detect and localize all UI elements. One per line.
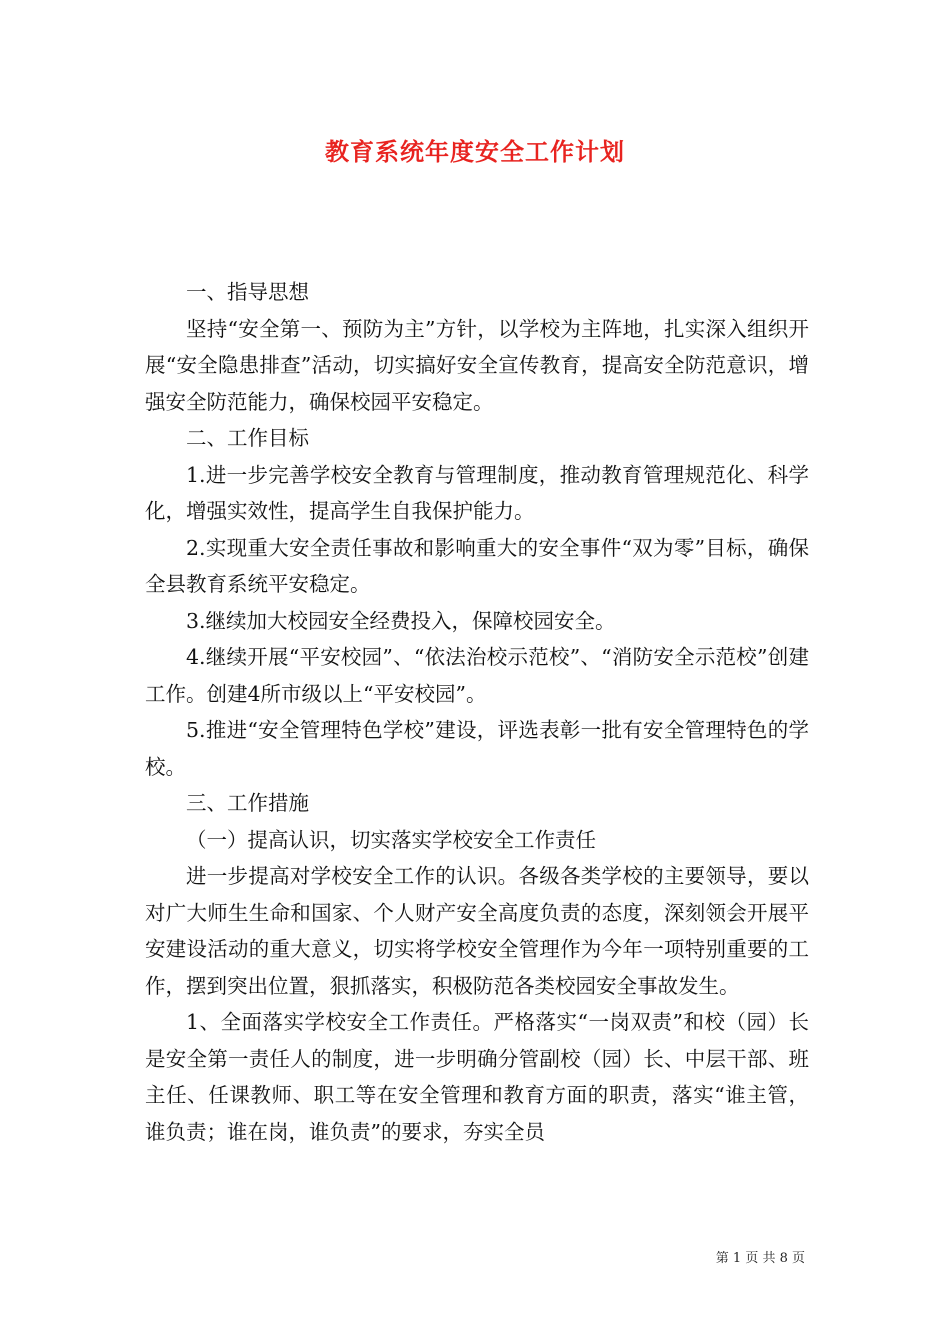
- page-number-footer: 第 1 页 共 8 页: [715, 1251, 805, 1266]
- document-body: [145, 274, 809, 1150]
- paragraph-goal-3: 3.继续加大校园安全经费投入，保障校园安全。: [186, 608, 616, 633]
- paragraph-goal-2: 2.实现重大安全责任事故和影响重大的安全事件“双为零”目标，确保全县教育系统平安稳定。: [145, 535, 809, 596]
- document-title: 教育系统年度安全工作计划: [325, 137, 625, 166]
- paragraph-measure-1-item-1: 1、全面落实学校安全工作责任。严格落实“一岗双责”和校（园）长是安全第一责任人的制度，进一步明确分管副校（园）长、中层干部、班主任、任课教师、职工等在安全管理和教育方面的职责，落实“谁主管，谁负责；谁在岗，谁负责”的要求，夯实全员: [145, 1010, 809, 1144]
- paragraph-goal-1: 1.进一步完善学校安全教育与管理制度，推动教育管理规范化、科学化，增强实效性，提高学生自我保护能力。: [145, 462, 809, 523]
- heading-work-measures: 三、工作措施: [186, 791, 309, 815]
- paragraph-guiding-ideology: 坚持“安全第一、预防为主”方针，以学校为主阵地，扎实深入组织开展“安全隐患排查”活动，切实搞好安全宣传教育，提高安全防范意识，增强安全防范能力，确保校园平安稳定。: [145, 316, 809, 414]
- heading-guiding-ideology: 一、指导思想: [186, 280, 309, 304]
- subheading-measure-1: （一）提高认识，切实落实学校安全工作责任: [186, 827, 596, 852]
- paragraph-goal-5: 5.推进“安全管理特色学校”建设，评选表彰一批有安全管理特色的学校。: [145, 718, 809, 779]
- paragraph-measure-1: 进一步提高对学校安全工作的认识。各级各类学校的主要领导，要以对广大师生生命和国家、个人财产安全高度负责的态度，深刻领会开展平安建设活动的重大意义，切实将学校安全管理作为今年一项特别重要的工作，摆到突出位置，狠抓落实，积极防范各类校园安全事故发生。: [145, 864, 809, 998]
- paragraph-goal-4: 4.继续开展“平安校园”、“依法治校示范校”、“消防安全示范校”创建工作。创建4所市级以上“平安校园”。: [145, 645, 809, 706]
- heading-work-goals: 二、工作目标: [186, 426, 309, 450]
